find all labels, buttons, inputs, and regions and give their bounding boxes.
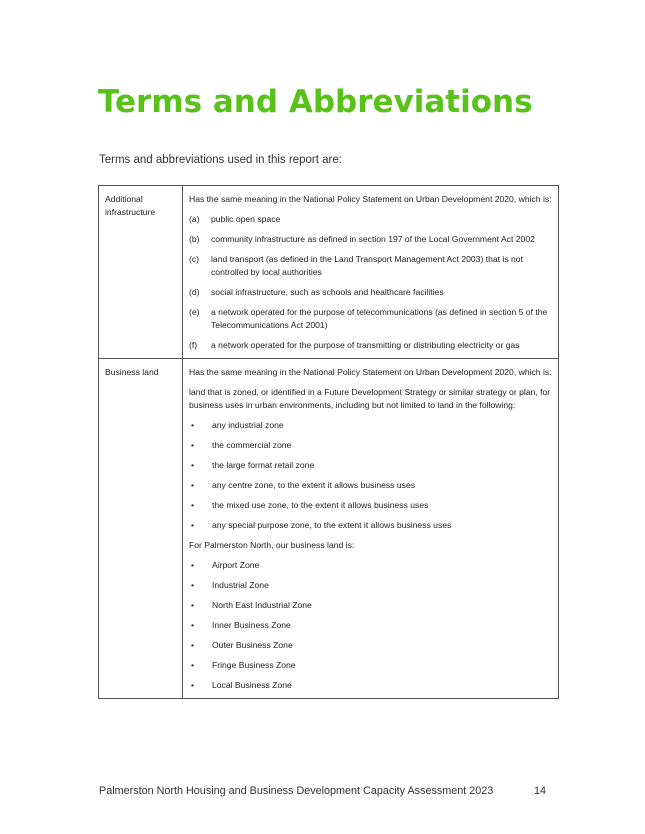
table-row bbox=[99, 186, 559, 359]
list-item bbox=[189, 233, 552, 246]
definition-intro: Has the same meaning in the National Policy Statement on Urban Development 2020, which is: bbox=[189, 194, 552, 204]
bullet-icon: • bbox=[191, 580, 195, 590]
bullet-item bbox=[189, 639, 552, 652]
bullet-text: the large format retail zone bbox=[212, 460, 315, 470]
term-label: Additional infrastructure bbox=[105, 194, 156, 217]
page-number: 14 bbox=[533, 785, 546, 797]
list-marker: (c) bbox=[189, 254, 200, 264]
list-item-text: a network operated for the purpose of telecommunications (as defined in section 5 of the Telecommunications Act 2001) bbox=[211, 307, 548, 330]
definition-intro: Has the same meaning in the National Policy Statement on Urban Development 2020, which is: bbox=[189, 367, 552, 377]
bullet-item bbox=[189, 459, 552, 472]
bullet-text: any centre zone, to the extent it allows business uses bbox=[212, 480, 416, 490]
bullet-text: Local Business Zone bbox=[212, 680, 292, 690]
bullet-icon: • bbox=[191, 500, 195, 510]
sub-heading: For Palmerston North, our business land is: bbox=[189, 540, 355, 550]
list-item bbox=[189, 286, 552, 299]
list-item bbox=[189, 339, 552, 352]
page-footer bbox=[99, 785, 546, 797]
bullet-text: the mixed use zone, to the extent it allows business uses bbox=[212, 500, 429, 510]
list-marker: (b) bbox=[189, 234, 200, 244]
bullet-item bbox=[189, 559, 552, 572]
bullet-text: Outer Business Zone bbox=[212, 640, 293, 650]
terms-table bbox=[98, 185, 559, 699]
bullet-item bbox=[189, 579, 552, 592]
bullet-icon: • bbox=[191, 560, 195, 570]
footer-text: Palmerston North Housing and Business Development Capacity Assessment 2023 bbox=[99, 785, 494, 797]
definition-cell bbox=[183, 359, 559, 699]
bullet-item bbox=[189, 679, 552, 692]
list-item-text: public open space bbox=[211, 214, 281, 224]
bullet-item bbox=[189, 439, 552, 452]
bullet-text: any industrial zone bbox=[212, 420, 284, 430]
bullet-icon: • bbox=[191, 520, 195, 530]
list-marker: (e) bbox=[189, 307, 200, 317]
definition-cell bbox=[183, 186, 559, 359]
list-marker: (f) bbox=[189, 340, 198, 350]
bullet-icon: • bbox=[191, 440, 195, 450]
bullet-icon: • bbox=[191, 420, 195, 430]
bullet-icon: • bbox=[191, 680, 195, 690]
list-item-text: land transport (as defined in the Land Transport Management Act 2003) that is not controlled by local authorities bbox=[211, 254, 523, 277]
bullet-item bbox=[189, 479, 552, 492]
list-item-text: social infrastructure, such as schools and healthcare facilities bbox=[211, 287, 444, 297]
bullet-item bbox=[189, 499, 552, 512]
list-item bbox=[189, 213, 552, 226]
list-item-text: community infrastructure as defined in section 197 of the Local Government Act 2002 bbox=[211, 234, 535, 244]
term-cell bbox=[99, 359, 183, 699]
table-row bbox=[99, 359, 559, 699]
list-item bbox=[189, 306, 552, 332]
bullet-text: any special purpose zone, to the extent it allows business uses bbox=[212, 520, 452, 530]
list-item-text: a network operated for the purpose of transmitting or distributing electricity or gas bbox=[211, 340, 520, 350]
bullet-icon: • bbox=[191, 600, 195, 610]
bullet-icon: • bbox=[191, 480, 195, 490]
bullet-icon: • bbox=[191, 460, 195, 470]
bullet-text: Inner Business Zone bbox=[212, 620, 291, 630]
list-marker: (d) bbox=[189, 287, 200, 297]
intro-text: Terms and abbreviations used in this report are: bbox=[99, 154, 342, 166]
bullet-text: Airport Zone bbox=[212, 560, 260, 570]
bullet-icon: • bbox=[191, 620, 195, 630]
list-marker: (a) bbox=[189, 214, 200, 224]
bullet-item bbox=[189, 519, 552, 532]
bullet-item bbox=[189, 599, 552, 612]
bullet-icon: • bbox=[191, 640, 195, 650]
definition-paragraph: land that is zoned, or identified in a Future Development Strategy or similar strategy or plan, for business uses in urban environments, including but not limited to land in the following: bbox=[189, 387, 551, 410]
bullet-item bbox=[189, 659, 552, 672]
list-item bbox=[189, 253, 552, 279]
bullet-text: the commercial zone bbox=[212, 440, 292, 450]
bullet-text: Industrial Zone bbox=[212, 580, 269, 590]
bullet-text: Fringe Business Zone bbox=[212, 660, 296, 670]
bullet-icon: • bbox=[191, 660, 195, 670]
page-title: Terms and Abbreviations bbox=[98, 84, 533, 120]
term-cell bbox=[99, 186, 183, 359]
bullet-text: North East Industrial Zone bbox=[212, 600, 312, 610]
term-label: Business land bbox=[105, 367, 159, 377]
bullet-item bbox=[189, 619, 552, 632]
bullet-item bbox=[189, 419, 552, 432]
